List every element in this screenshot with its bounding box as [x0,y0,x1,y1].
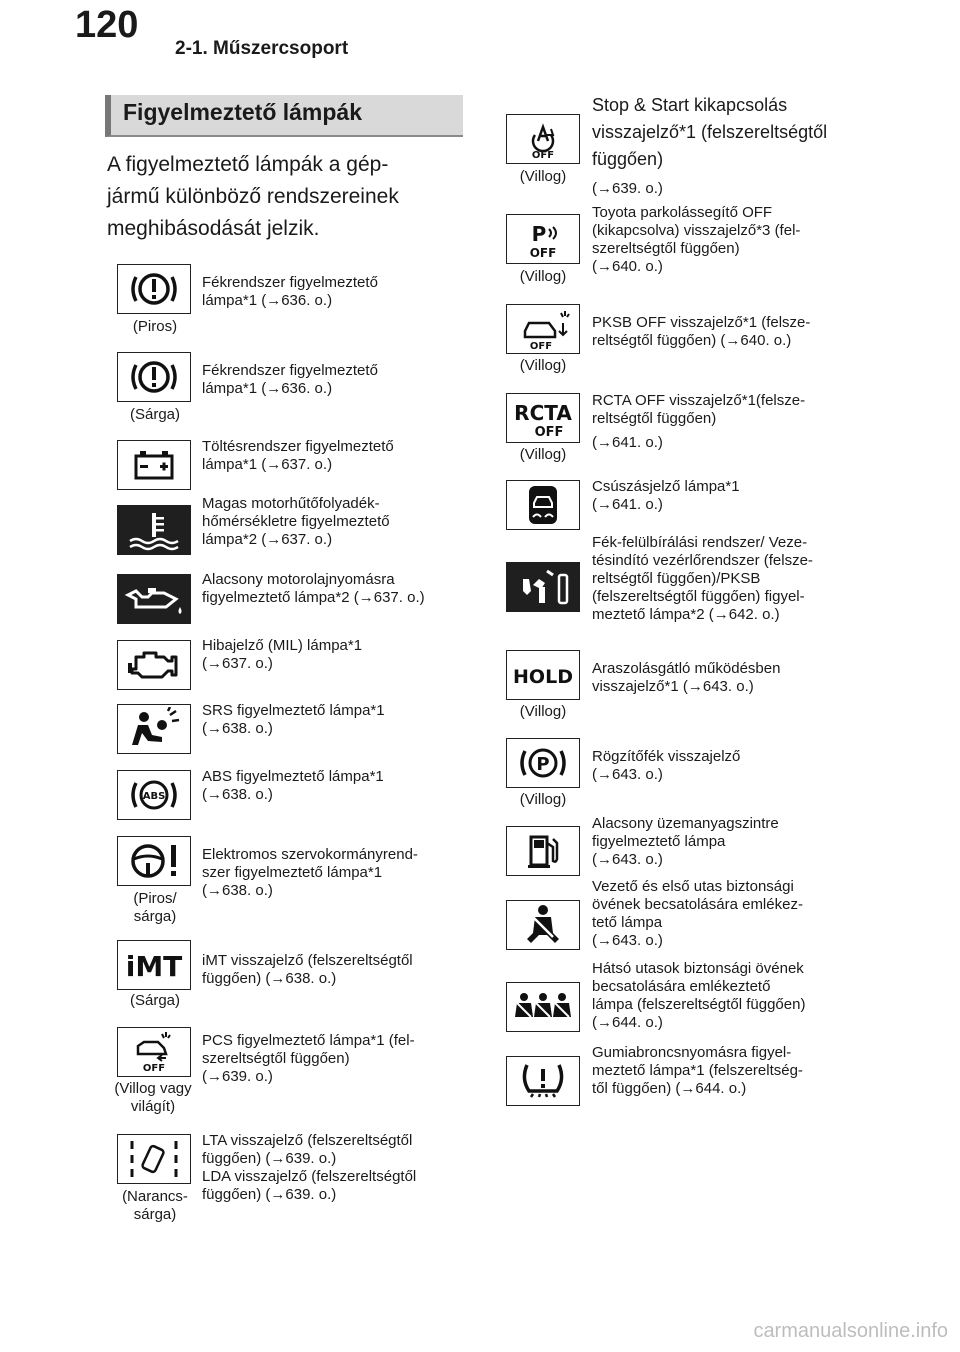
tire-pressure-icon [511,1059,575,1103]
item-text: Hátsó utasok biztonsági övének becsatolására emlékeztető lámpa (felszereltségtől függően) (→644. o.) [592,960,806,1031]
item-text: Toyota parkolássegítő OFF (kikapcsolva) visszajelző*3 (fel- szereltségtől függően) (→640. o.) [592,204,801,275]
item-text: ABS figyelmeztető lámpa*1 (→638. o.) [202,768,384,803]
watermark: carmanualsonline.info [753,1320,948,1342]
imt-icon [122,943,186,987]
item-text: Stop & Start kikapcsolás visszajelző*1 (felszereltségtől függően) [592,95,828,169]
page-number: 120 [75,4,139,46]
srs-airbag-icon [122,707,186,751]
stop-start-off-icon [511,117,575,161]
item-caption: (Villog) [519,703,567,720]
item-text: LTA visszajelző (felszereltségtől függően) (→639. o.) LDA visszajelző (felszereltségtől függően) (→639. o.) [202,1132,417,1203]
item-text: Elektromos szervokormányrend- szer figyelmeztető lámpa*1 (→638. o.) [202,846,418,899]
pksb-off-icon [511,307,575,351]
item-text: SRS figyelmeztető lámpa*1 (→638. o.) [202,702,385,737]
low-fuel-icon [511,829,575,873]
seatbelt-rear-icon [511,985,575,1029]
parking-assist-off-icon [511,217,575,261]
icon-frame [117,1134,191,1184]
icon-frame [506,480,580,530]
item-text: Töltésrendszer figyelmeztető lámpa*1 (→637. o.) [202,438,394,473]
item-text: Alacsony üzemanyagszintre figyelmeztető lámpa (→643. o.) [592,815,779,868]
icon-frame [506,826,580,876]
svg-text:HOLD: HOLD [513,666,573,688]
item-caption: (Villog) [519,357,567,374]
svg-text:OFF: OFF [529,341,553,351]
svg-text:P: P [536,754,550,775]
svg-text:P: P [531,222,547,246]
rcta-off-icon [511,396,575,440]
svg-text:OFF: OFF [529,246,557,260]
item-text: Gumiabroncsnyomásra figyel- meztető lámpa*1 (felszereltség- től függően) (→644. o.) [592,1044,803,1097]
icon-frame [117,704,191,754]
icon-frame [506,738,580,788]
brake-override-icon [511,565,575,609]
brake-warning-icon [122,267,186,311]
icon-frame [117,770,191,820]
svg-text:ABS: ABS [142,791,166,802]
pcs-off-icon [122,1030,186,1074]
item-text: iMT visszajelző (felszereltségtől függően) (→638. o.) [202,952,413,987]
item-text: Rögzítőfék visszajelző (→643. o.) [592,748,741,783]
lane-assist-icon [122,1137,186,1181]
icon-frame [506,304,580,354]
item-text: Csúszásjelző lámpa*1 (→641. o.) [592,478,740,513]
icon-frame [117,264,191,314]
icon-frame [506,562,580,612]
battery-icon [122,443,186,487]
item-text: Fékrendszer figyelmeztető lámpa*1 (→636. o.) [202,274,378,309]
item-text: PKSB OFF visszajelző*1 (felsze- reltségtől függően) (→640. o.) [592,314,811,349]
section-title: 2-1. Műszercsoport [175,38,349,59]
svg-text:RCTA: RCTA [514,401,572,425]
icon-frame [117,836,191,886]
item-caption: (Villog) [519,791,567,808]
hold-icon [511,653,575,697]
item-text: Fékrendszer figyelmeztető lámpa*1 (→636. o.) [202,362,378,397]
icon-frame [117,574,191,624]
icon-frame [506,114,580,164]
item-caption: (Villog) [519,446,567,463]
seatbelt-front-icon [511,903,575,947]
icon-frame [506,982,580,1032]
item-caption: (Villog) [519,268,567,285]
item-caption: (Sárga) [129,992,181,1009]
item-text: RCTA OFF visszajelző*1(felsze- reltségtől függően) [592,392,806,427]
icon-frame [117,940,191,990]
svg-text:OFF: OFF [142,1063,166,1074]
icon-frame [117,505,191,555]
item-text: Magas motorhűtőfolyadék- hőmérsékletre figyelmeztető lámpa*2 (→637. o.) [202,495,390,548]
parking-brake-icon [511,741,575,785]
item-caption: (Piros/ sárga) [133,890,177,925]
svg-text:iMT: iMT [125,950,183,983]
icon-frame [506,214,580,264]
coolant-temp-icon [122,508,186,552]
icon-frame [117,1027,191,1077]
item-text: Hibajelző (MIL) lámpa*1 (→637. o.) [202,637,363,672]
icon-frame [117,640,191,690]
item-text: Fék-felülbírálási rendszer/ Veze- tésindító vezérlőrendszer (felsze- reltségtől függően)/PKSB (felszereltségtől függően) figyel- meztető lámpa*2 (→642. o.) [592,534,813,623]
svg-text:OFF: OFF [531,150,555,161]
slip-indicator-icon [511,483,575,527]
engine-check-icon [122,643,186,687]
item-caption: (Villog vagy világít) [114,1080,192,1115]
svg-text:OFF: OFF [534,425,564,440]
icon-frame [506,1056,580,1106]
item-caption: (Sárga) [129,406,181,423]
icon-frame [506,393,580,443]
item-text: Araszolásgátló működésben visszajelző*1 (→643. o.) [592,660,781,695]
steering-warning-icon [122,839,186,883]
item-ref: (→641. o.) [592,434,663,451]
icon-frame [506,900,580,950]
item-caption: (Piros) [132,318,178,335]
icon-frame [506,650,580,700]
oil-pressure-icon [122,577,186,621]
icon-frame [117,352,191,402]
item-text: PCS figyelmeztető lámpa*1 (fel- szereltségtől függően) (→639. o.) [202,1032,415,1085]
heading-box [105,95,463,137]
brake-warning-icon [122,355,186,399]
icon-frame [117,440,191,490]
item-caption: (Narancs- sárga) [122,1188,188,1223]
item-ref: (→639. o.) [592,180,663,197]
intro-text: A figyelmeztető lámpák a gép- jármű különböző rendszereinek meghibásodását jelzik. [107,153,399,240]
item-text: Vezető és első utas biztonsági övének becsatolására emlékez- tető lámpa (→643. o.) [592,878,803,949]
abs-icon [122,773,186,817]
item-text: Alacsony motorolajnyomásra figyelmeztető lámpa*2 (→637. o.) [202,571,425,606]
item-caption: (Villog) [519,168,567,185]
heading-title: Figyelmeztető lámpák [123,99,363,125]
